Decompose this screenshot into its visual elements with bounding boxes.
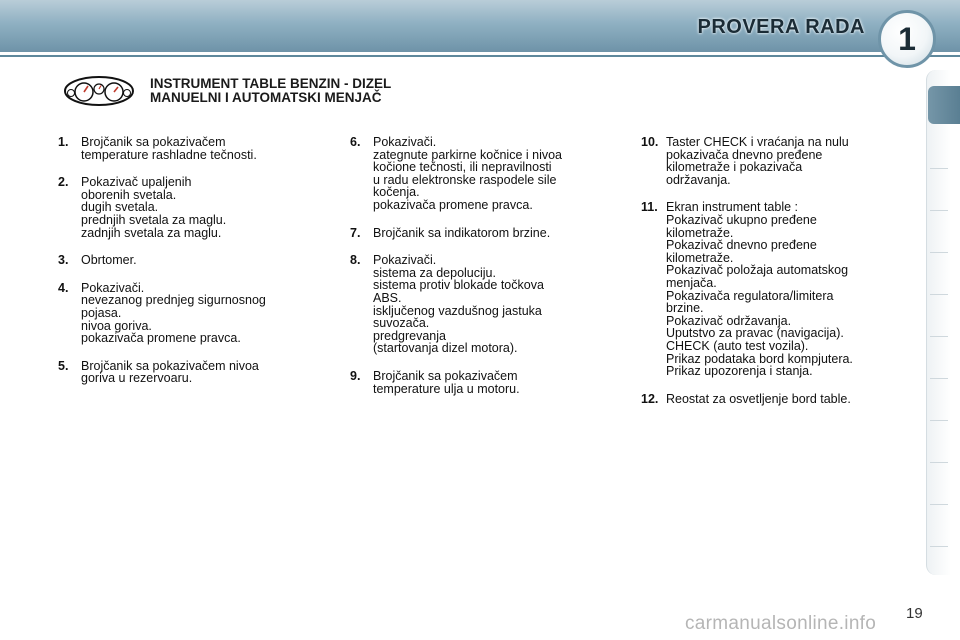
tab-divider xyxy=(930,252,948,253)
section-title-line-1: INSTRUMENT TABLE BENZIN - DIZEL xyxy=(150,76,392,91)
watermark: carmanualsonline.info xyxy=(685,613,877,634)
page-number: 19 xyxy=(906,605,923,622)
tab-divider xyxy=(930,294,948,295)
list-item xyxy=(58,282,333,345)
item-line: Pokazivač položaja automatskog xyxy=(666,263,849,278)
list-item xyxy=(641,136,911,186)
item-line: brzine. xyxy=(666,301,704,316)
item-line: suvozača. xyxy=(373,316,430,331)
tab-divider xyxy=(930,462,948,463)
item-line: Pokazivači. xyxy=(81,280,145,295)
item-line: temperature ulja u motoru. xyxy=(373,381,520,396)
item-line: kočione tečnosti, ili nepravilnosti xyxy=(373,160,552,175)
tab-divider xyxy=(930,546,948,547)
list-item xyxy=(350,136,615,212)
section-title xyxy=(150,77,391,105)
item-number: 2. xyxy=(58,175,69,190)
item-number: 4. xyxy=(58,280,69,295)
item-line: Pokazivač održavanja. xyxy=(666,313,792,328)
list-item xyxy=(350,370,615,395)
item-line: Taster CHECK i vraćanja na nulu xyxy=(666,135,849,149)
item-line: (startovanja dizel motora). xyxy=(373,341,518,356)
item-line: CHECK (auto test vozila). xyxy=(666,338,809,353)
item-line: nevezanog prednjeg sigurnosnog xyxy=(81,293,266,308)
item-line: Uputstvo za pravac (navigacija). xyxy=(666,326,844,341)
item-line: Prikaz podataka bord kompjutera. xyxy=(666,351,853,366)
item-line: Brojčanik sa pokazivačem nivoa xyxy=(81,358,259,373)
item-line: Obrtomer. xyxy=(81,253,137,268)
item-number: 6. xyxy=(350,135,361,149)
item-line: Ekran instrument table : xyxy=(666,200,799,215)
item-line: ABS. xyxy=(373,290,402,305)
chapter-title: PROVERA RADA xyxy=(697,16,865,38)
item-line: temperature rashladne tečnosti. xyxy=(81,147,257,162)
item-line: Brojčanik sa pokazivačem xyxy=(81,135,226,149)
items-column-2 xyxy=(350,136,615,395)
list-item xyxy=(641,393,911,406)
item-line: predgrevanja xyxy=(373,328,446,343)
item-line: pokazivača promene pravca. xyxy=(81,331,241,346)
items-column-3 xyxy=(641,136,911,405)
section-title-line-2: MANUELNI I AUTOMATSKI MENJAČ xyxy=(150,90,382,105)
item-number: 9. xyxy=(350,368,361,383)
header-line xyxy=(0,55,960,57)
item-number: 7. xyxy=(350,225,361,240)
chapter-number-badge xyxy=(878,10,936,68)
item-line: kočenja. xyxy=(373,185,420,200)
item-line: Brojčanik sa indikatorom brzine. xyxy=(373,225,551,240)
item-number: 12. xyxy=(641,391,659,406)
item-line: pokazivača promene pravca. xyxy=(373,197,533,212)
item-line: pojasa. xyxy=(81,305,122,320)
item-line: kilometraže i pokazivača xyxy=(666,160,803,175)
item-line: menjača. xyxy=(666,275,717,290)
tab-divider xyxy=(930,504,948,505)
item-line: zategnute parkirne kočnice i nivoa xyxy=(373,147,563,162)
item-number: 5. xyxy=(58,358,69,373)
instrument-panel-icon xyxy=(64,76,134,106)
active-chapter-tab[interactable] xyxy=(928,86,960,124)
chapter-tab-strip xyxy=(926,70,951,575)
item-line: kilometraže. xyxy=(666,225,734,240)
list-item xyxy=(58,136,333,161)
list-item xyxy=(58,176,333,239)
chapter-number: 1 xyxy=(898,20,916,57)
item-line: Pokazivači. xyxy=(373,253,437,268)
item-line: Prikaz upozorenja i stanja. xyxy=(666,364,813,379)
item-line: u radu elektronske raspodele sile xyxy=(373,172,557,187)
items-column-1 xyxy=(58,136,333,385)
tab-divider xyxy=(930,210,948,211)
item-line: zadnjih svetala za maglu. xyxy=(81,225,222,240)
item-line: Reostat za osvetljenje bord table. xyxy=(666,391,851,406)
item-line: goriva u rezervoaru. xyxy=(81,371,193,386)
item-number: 10. xyxy=(641,135,659,149)
item-line: nivoa goriva. xyxy=(81,318,152,333)
item-number: 8. xyxy=(350,253,361,268)
item-line: sistema za depoluciju. xyxy=(373,265,496,280)
item-number: 11. xyxy=(641,200,658,215)
item-line: oborenih svetala. xyxy=(81,187,177,202)
item-line: dugih svetala. xyxy=(81,200,159,215)
tab-divider xyxy=(930,168,948,169)
item-line: isključenog vazdušnog jastuka xyxy=(373,303,542,318)
tab-divider xyxy=(930,420,948,421)
list-item xyxy=(350,227,615,240)
list-item xyxy=(58,360,333,385)
list-item xyxy=(641,201,911,377)
item-line: prednjih svetala za maglu. xyxy=(81,212,227,227)
item-number: 1. xyxy=(58,135,69,149)
item-line: Pokazivač upaljenih xyxy=(81,175,192,190)
item-line: Brojčanik sa pokazivačem xyxy=(373,368,518,383)
list-item xyxy=(58,254,333,267)
tab-divider xyxy=(930,336,948,337)
item-line: Pokazivač dnevno pređene xyxy=(666,238,817,253)
item-line: pokazivača dnevno pređene xyxy=(666,147,823,162)
item-line: Pokazivač ukupno pređene xyxy=(666,212,817,227)
item-number: 3. xyxy=(58,253,69,268)
item-line: Pokazivača regulatora/limitera xyxy=(666,288,834,303)
item-line: sistema protiv blokade točkova xyxy=(373,278,544,293)
list-item xyxy=(350,254,615,355)
item-line: održavanja. xyxy=(666,172,731,187)
item-line: kilometraže. xyxy=(666,250,734,265)
item-line: Pokazivači. xyxy=(373,135,437,149)
tab-divider xyxy=(930,378,948,379)
